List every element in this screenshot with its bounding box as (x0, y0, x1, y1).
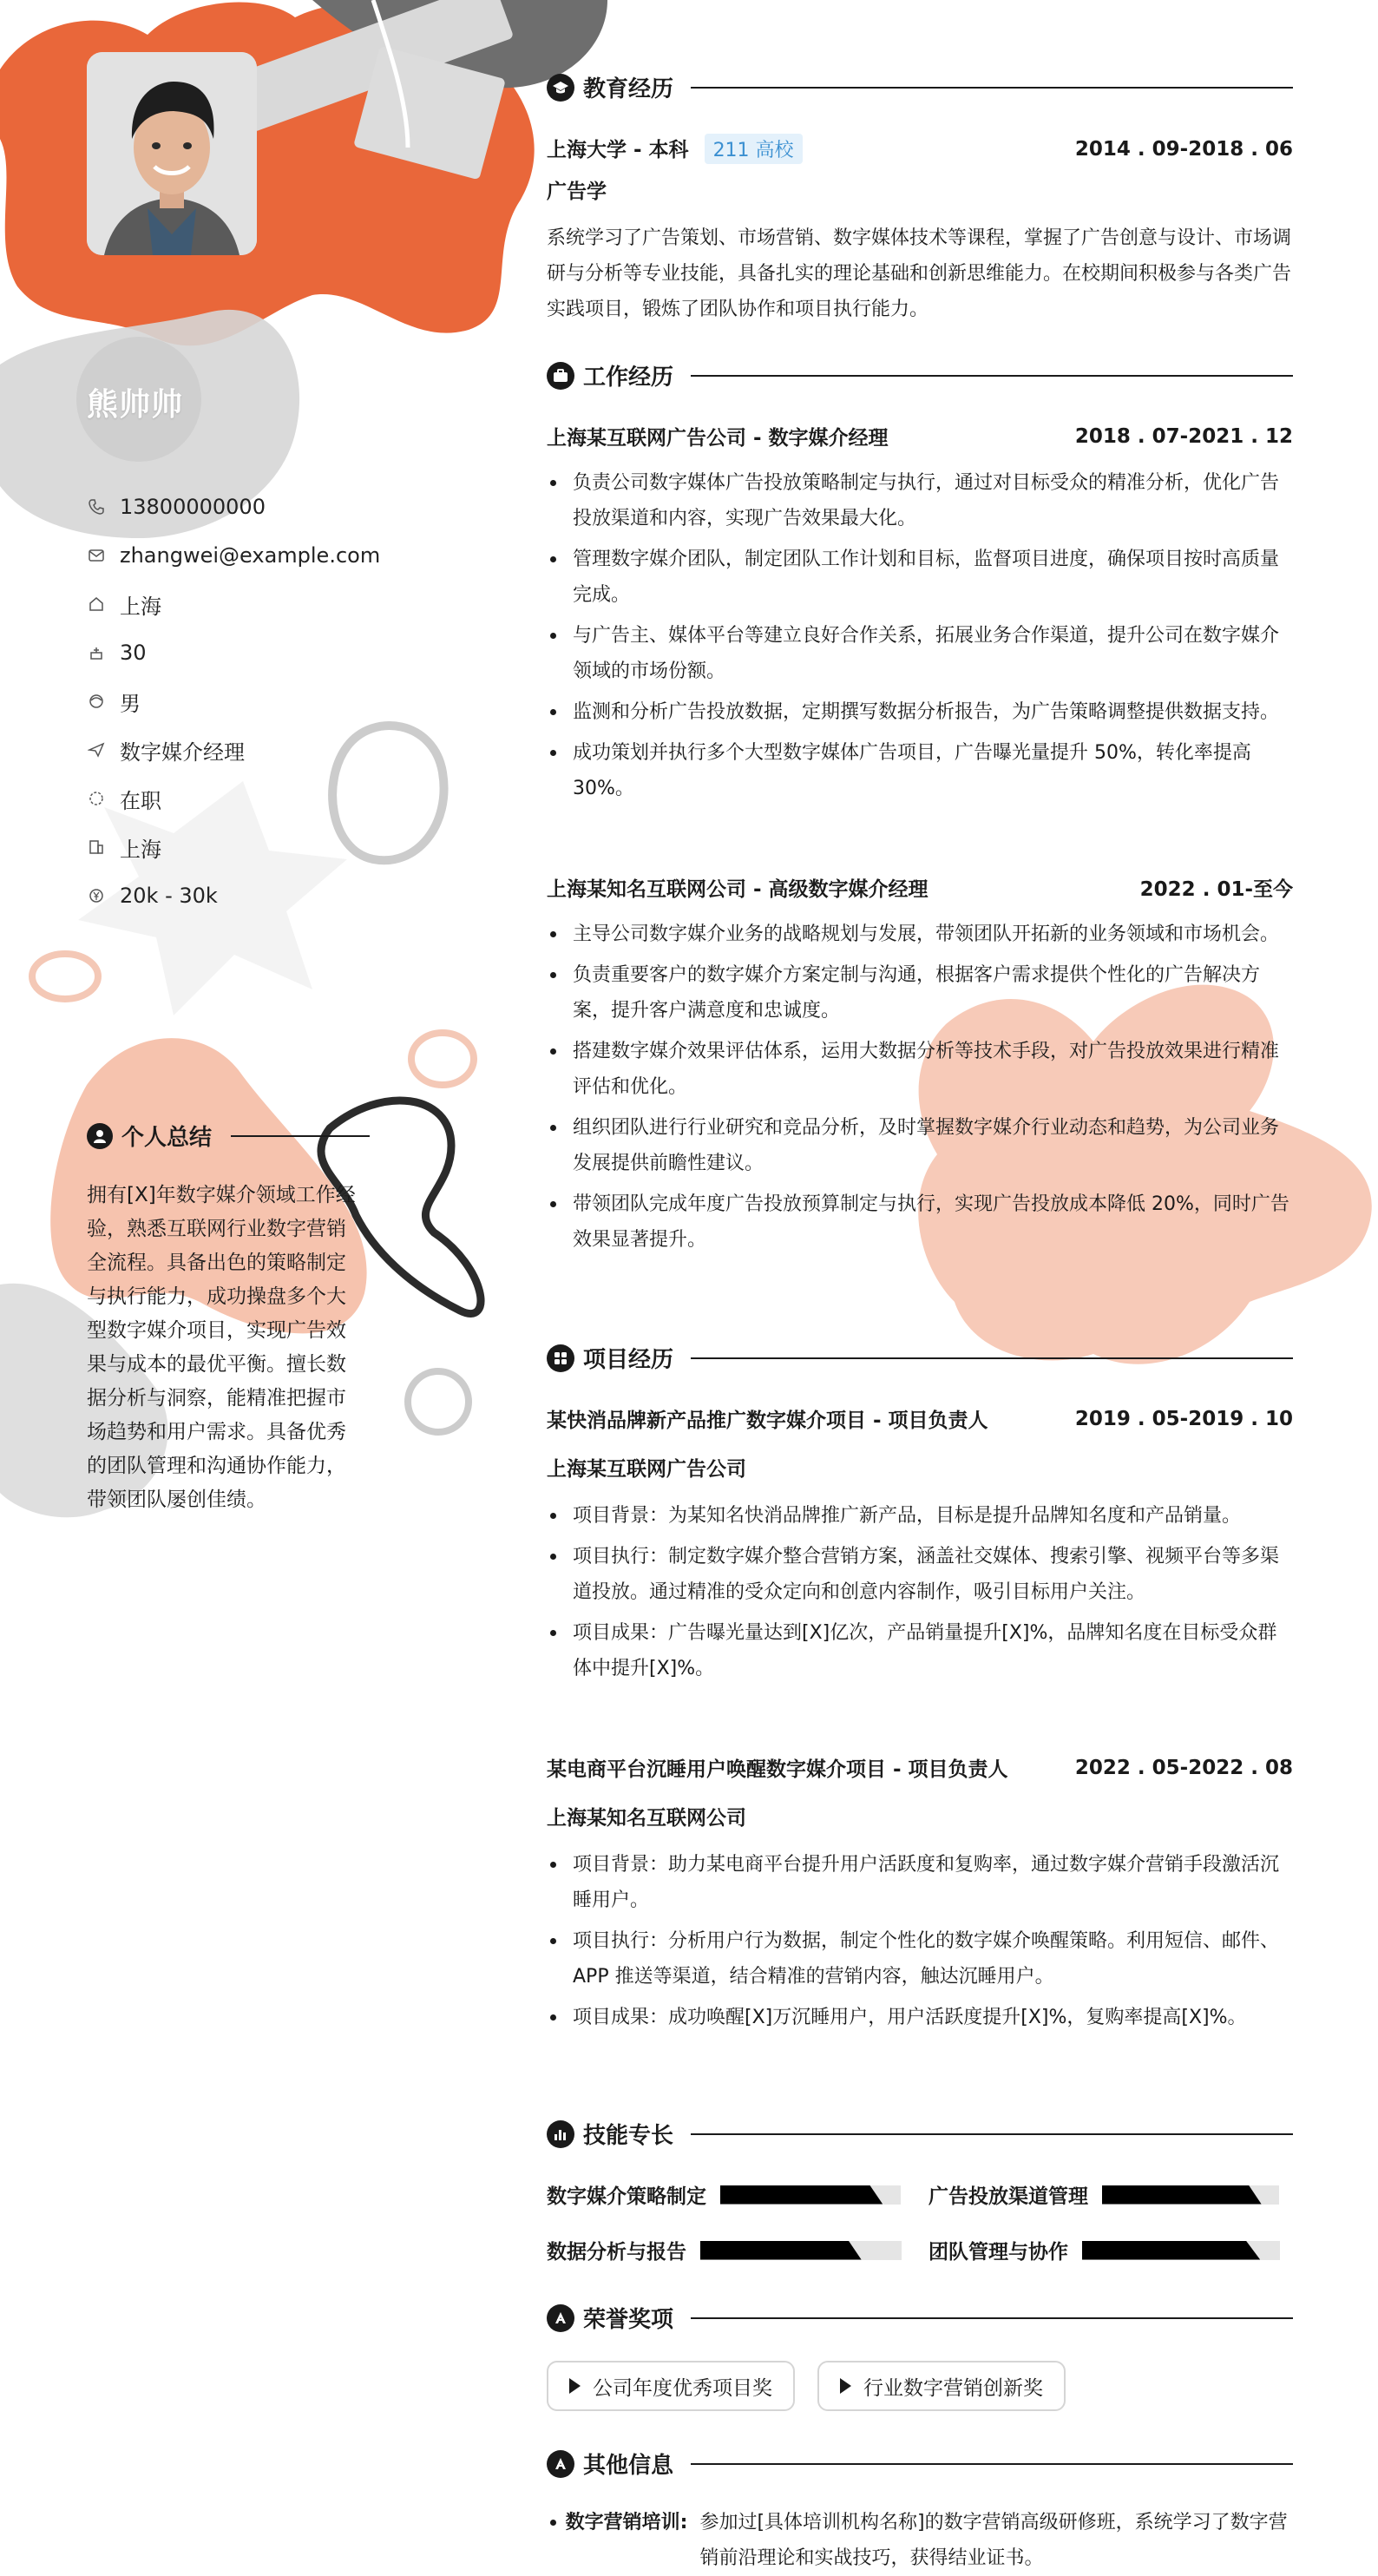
other-info-item (547, 2505, 1293, 2576)
skill-item (547, 2236, 902, 2264)
list-item: 项目执行：制定数字媒介整合营销方案，涵盖社交媒体、搜索引擎、视频平台等多渠道投放。通过精准的受众定向和创意内容制作，吸引目标用户关注。 (547, 1539, 1293, 1610)
other-heading (547, 2448, 1293, 2480)
project-company-row (547, 1453, 1293, 1482)
job-header (547, 422, 1293, 450)
age-icon (87, 643, 106, 662)
skill-bar (700, 2241, 902, 2260)
skill-bar-fill (700, 2241, 862, 2260)
education-row (547, 134, 1293, 164)
contact-info-text: zhangwei@example.com (120, 543, 381, 568)
contact-info-text: 在职 (120, 788, 161, 813)
awards-title: 荣誉奖项 (583, 2307, 674, 2333)
contact-info-text: 上海 (120, 594, 161, 619)
award-label: 公司年度优秀项目奖 (593, 2376, 772, 2400)
skill-label: 数字媒介策略制定 (547, 2185, 706, 2208)
section-divider (691, 87, 1293, 89)
education-date: 2014 . 09-2018 . 06 (1074, 137, 1293, 161)
list-item: 带领团队完成年度广告投放预算制定与执行，实现广告投放成本降低 20%，同时广告效果显著提升。 (547, 1186, 1293, 1258)
contact-info-row (87, 871, 380, 920)
contact-info-row (87, 726, 380, 774)
skill-bar (1082, 2241, 1280, 2260)
summary-divider (231, 1135, 370, 1137)
contact-info-text: 20k - 30k (120, 884, 218, 908)
award-label: 行业数字营销创新奖 (863, 2376, 1043, 2400)
contact-info-text: 30 (120, 641, 147, 665)
projects-title: 项目经历 (583, 1347, 674, 1373)
education-school: 上海大学 - 本科 (547, 139, 689, 161)
candidate-name: 熊帅帅 (87, 387, 184, 423)
education-school-wrap (547, 134, 803, 164)
avatar (87, 52, 257, 255)
contact-info-row (87, 774, 380, 823)
project-company: 上海某互联网广告公司 (547, 1458, 746, 1481)
project-details-list (547, 1847, 1293, 2040)
list-item: 项目背景：助力某电商平台提升用户活跃度和复购率，通过数字媒介营销手段激活沉睡用户。 (547, 1847, 1293, 1918)
section-divider (691, 2317, 1293, 2319)
skill-item (929, 2236, 1280, 2264)
home-icon (87, 595, 106, 614)
section-divider (691, 2133, 1293, 2135)
project-header (547, 1753, 1293, 1782)
briefcase-icon (547, 362, 574, 390)
project-company-row (547, 1802, 1293, 1830)
contact-info-list (87, 483, 380, 920)
list-item: 负责重要客户的数字媒介方案定制与沟通，根据客户需求提供个性化的广告解决方案，提升客户满意度和忠诚度。 (547, 957, 1293, 1028)
job-date: 2022 . 01-至今 (1139, 878, 1293, 901)
list-item: 成功策划并执行多个大型数字媒体广告项目，广告曝光量提升 50%，转化率提高 30%。 (547, 735, 1293, 806)
status-icon (87, 789, 106, 808)
skill-item (929, 2180, 1279, 2209)
list-item: 管理数字媒介团队，制定团队工作计划和目标，监督项目进度，确保项目按时高质量完成。 (547, 542, 1293, 613)
list-item: 负责公司数字媒体广告投放策略制定与执行，通过对目标受众的精准分析，优化广告投放渠道和内容，实现广告效果最大化。 (547, 465, 1293, 536)
projects-heading (547, 1342, 1293, 1374)
summary-text: 拥有[X]年数字媒介领域工作经验，熟悉互联网行业数字营销全流程。具备出色的策略制定与执行能力，成功操盘多个大型数字媒介项目，实现广告效果与成本的最优平衡。擅长数据分析与洞察，能精准把握市场趋势和用户需求。具备优秀的团队管理和沟通协作能力，带领团队屡创佳绩。 (87, 1184, 356, 1511)
school-tag: 211 高校 (705, 134, 803, 164)
job-title: 上海某互联网广告公司 - 数字媒介经理 (547, 427, 889, 450)
list-item: 主导公司数字媒介业务的战略规划与发展，带领团队开拓新的业务领域和市场机会。 (547, 917, 1293, 952)
skill-bar-fill (1082, 2241, 1260, 2260)
summary-title: 个人总结 (121, 1125, 213, 1151)
education-heading (547, 71, 1293, 103)
education-major: 广告学 (547, 181, 607, 203)
job-title: 上海某知名互联网公司 - 高级数字媒介经理 (547, 878, 929, 901)
skill-label: 数据分析与报告 (547, 2241, 686, 2264)
other-info-label: 数字营销培训: (565, 2512, 688, 2533)
project-company: 上海某知名互联网公司 (547, 1807, 746, 1830)
contact-info-text: 上海 (120, 837, 161, 862)
list-item: 项目执行：分析用户行为数据，制定个性化的数字媒介唤醒策略。利用短信、邮件、APP 推送等渠道，结合精准的营销内容，触达沉睡用户。 (547, 1923, 1293, 1994)
project-title: 某电商平台沉睡用户唤醒数字媒介项目 - 项目负责人 (547, 1758, 1008, 1781)
project-date: 2022 . 05-2022 . 08 (1074, 1756, 1293, 1779)
list-item: 监测和分析广告投放数据，定期撰写数据分析报告，为广告策略调整提供数据支持。 (547, 694, 1293, 730)
award-chip (817, 2361, 1066, 2411)
section-divider (691, 375, 1293, 377)
grid-icon (547, 1344, 574, 1372)
skill-bar (720, 2185, 901, 2205)
list-item: 与广告主、媒体平台等建立良好合作关系，拓展业务合作渠道，提升公司在数字媒介领域的市场份额。 (547, 618, 1293, 689)
job-header (547, 873, 1293, 902)
skill-item (547, 2180, 901, 2209)
skill-label: 广告投放渠道管理 (929, 2185, 1088, 2208)
skill-bar (1102, 2185, 1279, 2205)
award-icon (547, 2304, 574, 2332)
phone-icon (87, 497, 106, 516)
contact-info-row (87, 531, 380, 580)
job-date: 2018 . 07-2021 . 12 (1074, 424, 1293, 448)
education-title: 教育经历 (583, 76, 674, 102)
bar-chart-icon (547, 2120, 574, 2148)
profile-photo (87, 52, 257, 255)
contact-info-row (87, 677, 380, 726)
send-icon (87, 740, 106, 759)
summary-heading (87, 1120, 370, 1152)
play-icon (840, 2378, 851, 2394)
work-heading (547, 359, 1293, 391)
project-title: 某快消品牌新产品推广数字媒介项目 - 项目负责人 (547, 1410, 988, 1432)
list-item: 项目成果：广告曝光量达到[X]亿次，产品销量提升[X]%，品牌知名度在目标受众群体中提升[X]%。 (547, 1615, 1293, 1686)
project-details-list (547, 1498, 1293, 1692)
list-item: 项目成果：成功唤醒[X]万沉睡用户，用户活跃度提升[X]%，复购率提高[X]%。 (547, 2000, 1293, 2035)
building-icon (87, 838, 106, 857)
list-item: 搭建数字媒介效果评估体系，运用大数据分析等技术手段，对广告投放效果进行精准评估和优化。 (547, 1034, 1293, 1105)
skill-bar-fill (720, 2185, 883, 2205)
gender-icon (87, 692, 106, 711)
play-icon (569, 2378, 581, 2394)
skill-label: 团队管理与协作 (929, 2241, 1068, 2264)
skill-bar-fill (1102, 2185, 1262, 2205)
work-title: 工作经历 (583, 365, 674, 391)
award-chip (547, 2361, 795, 2411)
skills-heading (547, 2118, 1293, 2150)
bullet (547, 2505, 566, 2576)
education-major-row (547, 175, 1293, 204)
left-column (0, 0, 486, 2576)
job-duties-list (547, 917, 1293, 1263)
awards-heading (547, 2302, 1293, 2334)
contact-info-row (87, 580, 380, 628)
mail-icon (87, 546, 106, 565)
project-date: 2019 . 05-2019 . 10 (1074, 1407, 1293, 1430)
list-item: 项目背景：为某知名快消品牌推广新产品，目标是提升品牌知名度和产品销量。 (547, 1498, 1293, 1534)
contact-info-row (87, 823, 380, 871)
other-title: 其他信息 (583, 2453, 674, 2479)
education-description: 系统学习了广告策划、市场营销、数字媒体技术等课程，掌握了广告创意与设计、市场调研与分析等专业技能，具备扎实的理论基础和创新思维能力。在校期间积极参与各类广告实践项目，锻炼了团队协作和项目执行能力。 (547, 227, 1292, 320)
contact-info-text: 13800000000 (120, 495, 266, 519)
other-info-text: 参加过[具体培训机构名称]的数字营销高级研修班，系统学习了数字营销前沿理论和实战技巧，获得结业证书。 (699, 2512, 1288, 2569)
contact-info-row (87, 628, 380, 677)
contact-info-row (87, 483, 380, 531)
skills-title: 技能专长 (583, 2123, 674, 2149)
contact-info-text: 男 (120, 691, 141, 716)
graduation-cap-icon (547, 74, 574, 102)
section-divider (691, 1357, 1293, 1359)
info-icon (547, 2450, 574, 2478)
contact-info-text: 数字媒介经理 (120, 739, 245, 765)
job-duties-list (547, 465, 1293, 812)
project-header (547, 1404, 1293, 1433)
person-icon (87, 1123, 113, 1149)
section-divider (691, 2463, 1293, 2465)
list-item: 组织团队进行行业研究和竞品分析，及时掌握数字媒介行业动态和趋势，为公司业务发展提供前瞻性建议。 (547, 1110, 1293, 1181)
salary-icon (87, 886, 106, 905)
